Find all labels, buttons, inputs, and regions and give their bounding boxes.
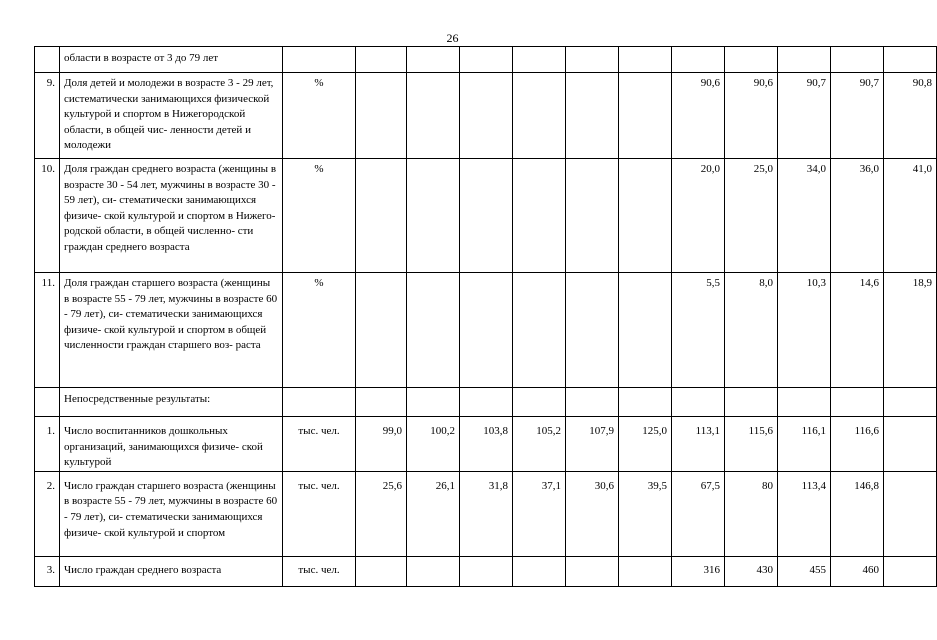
value-cell <box>356 556 407 586</box>
indicator-name: Доля граждан старшего возраста (женщины в возрасте 55 - 79 лет, мужчины в возрасте 60 - 79 лет), си- стематически занимающихся физиче- ской культурой и спортом в общей численности граждан старшего воз- раста <box>60 273 283 388</box>
value-cell <box>513 556 566 586</box>
value-cell: 113,1 <box>672 417 725 472</box>
value-cell <box>619 159 672 273</box>
row-number <box>35 388 60 417</box>
value-cell: 36,0 <box>831 159 884 273</box>
value-cell <box>619 273 672 388</box>
value-cell: 34,0 <box>778 159 831 273</box>
value-cell: 39,5 <box>619 471 672 556</box>
unit-cell: тыс. чел. <box>283 471 356 556</box>
value-cell: 430 <box>725 556 778 586</box>
page-number: 26 <box>446 31 459 45</box>
value-cell <box>778 388 831 417</box>
indicator-name: Число граждан старшего возраста (женщины в возрасте 55 - 79 лет, мужчины в возрасте 60 - 79 лет), си- стематически занимающихся физиче- ской культурой и спортом <box>60 471 283 556</box>
table-row <box>35 47 937 73</box>
value-cell <box>672 47 725 73</box>
value-cell: 10,3 <box>778 273 831 388</box>
unit-cell: тыс. чел. <box>283 417 356 472</box>
row-number: 11. <box>35 273 60 388</box>
value-cell: 125,0 <box>619 417 672 472</box>
row-number: 3. <box>35 556 60 586</box>
value-cell: 455 <box>778 556 831 586</box>
table-row <box>35 273 937 388</box>
value-cell <box>778 47 831 73</box>
value-cell: 8,0 <box>725 273 778 388</box>
indicator-name: Доля граждан среднего возраста (женщины в возрасте 30 - 54 лет, мужчины в возрасте 30 - 59 лет), си- стематически занимающихся физиче- ской культурой и спортом в Нижего- родской области, в общей численно- сти граждан среднего возраста <box>60 159 283 273</box>
value-cell: 90,8 <box>884 73 937 159</box>
row-number: 1. <box>35 417 60 472</box>
value-cell <box>725 388 778 417</box>
value-cell <box>725 47 778 73</box>
indicator-name: области в возрасте от 3 до 79 лет <box>60 47 283 73</box>
value-cell <box>884 417 937 472</box>
value-cell: 113,4 <box>778 471 831 556</box>
table-row <box>35 159 937 273</box>
value-cell <box>566 556 619 586</box>
value-cell <box>831 47 884 73</box>
value-cell: 316 <box>672 556 725 586</box>
value-cell: 18,9 <box>884 273 937 388</box>
row-number: 2. <box>35 471 60 556</box>
value-cell: 105,2 <box>513 417 566 472</box>
value-cell: 67,5 <box>672 471 725 556</box>
value-cell: 90,7 <box>778 73 831 159</box>
value-cell: 90,6 <box>672 73 725 159</box>
value-cell <box>407 556 460 586</box>
value-cell: 80 <box>725 471 778 556</box>
value-cell <box>460 159 513 273</box>
unit-cell: % <box>283 159 356 273</box>
table-row <box>35 556 937 586</box>
value-cell: 37,1 <box>513 471 566 556</box>
value-cell: 100,2 <box>407 417 460 472</box>
row-number <box>35 47 60 73</box>
value-cell: 20,0 <box>672 159 725 273</box>
value-cell <box>356 388 407 417</box>
value-cell: 90,7 <box>831 73 884 159</box>
value-cell: 5,5 <box>672 273 725 388</box>
unit-cell: % <box>283 273 356 388</box>
value-cell <box>566 388 619 417</box>
value-cell <box>460 47 513 73</box>
value-cell <box>566 47 619 73</box>
row-number: 10. <box>35 159 60 273</box>
value-cell: 115,6 <box>725 417 778 472</box>
value-cell: 99,0 <box>356 417 407 472</box>
value-cell <box>619 556 672 586</box>
value-cell: 103,8 <box>460 417 513 472</box>
value-cell <box>566 73 619 159</box>
value-cell: 107,9 <box>566 417 619 472</box>
value-cell <box>619 73 672 159</box>
indicator-name: Непосредственные результаты: <box>60 388 283 417</box>
value-cell <box>884 471 937 556</box>
value-cell: 14,6 <box>831 273 884 388</box>
value-cell <box>619 47 672 73</box>
value-cell <box>407 388 460 417</box>
value-cell: 460 <box>831 556 884 586</box>
row-number: 9. <box>35 73 60 159</box>
value-cell <box>356 273 407 388</box>
value-cell: 90,6 <box>725 73 778 159</box>
value-cell <box>407 159 460 273</box>
value-cell <box>356 47 407 73</box>
value-cell <box>460 73 513 159</box>
value-cell <box>460 388 513 417</box>
unit-cell: тыс. чел. <box>283 556 356 586</box>
table-row <box>35 73 937 159</box>
value-cell <box>884 388 937 417</box>
value-cell <box>619 388 672 417</box>
value-cell: 30,6 <box>566 471 619 556</box>
unit-cell: % <box>283 73 356 159</box>
value-cell <box>513 73 566 159</box>
value-cell: 41,0 <box>884 159 937 273</box>
value-cell <box>356 159 407 273</box>
value-cell <box>672 388 725 417</box>
value-cell <box>513 273 566 388</box>
value-cell: 116,6 <box>831 417 884 472</box>
value-cell <box>513 47 566 73</box>
indicator-name: Число граждан среднего возраста <box>60 556 283 586</box>
value-cell: 116,1 <box>778 417 831 472</box>
unit-cell <box>283 47 356 73</box>
table-row <box>35 471 937 556</box>
value-cell: 25,6 <box>356 471 407 556</box>
value-cell <box>884 556 937 586</box>
indicator-name: Число воспитанников дошкольных организаций, занимающихся физиче- ской культурой <box>60 417 283 472</box>
indicator-name: Доля детей и молодежи в возрасте 3 - 29 лет, систематически занимающихся физической культурой и спортом в Нижегородской области, в общей чис- ленности детей и молодежи <box>60 73 283 159</box>
value-cell <box>831 388 884 417</box>
value-cell <box>407 47 460 73</box>
value-cell: 25,0 <box>725 159 778 273</box>
value-cell: 26,1 <box>407 471 460 556</box>
value-cell: 31,8 <box>460 471 513 556</box>
value-cell <box>460 556 513 586</box>
table-row <box>35 388 937 417</box>
value-cell <box>407 73 460 159</box>
value-cell <box>884 47 937 73</box>
unit-cell <box>283 388 356 417</box>
value-cell <box>407 273 460 388</box>
value-cell <box>460 273 513 388</box>
value-cell <box>513 388 566 417</box>
value-cell <box>356 73 407 159</box>
value-cell <box>566 159 619 273</box>
value-cell <box>566 273 619 388</box>
indicators-table <box>34 46 937 587</box>
value-cell: 146,8 <box>831 471 884 556</box>
value-cell <box>513 159 566 273</box>
table-row <box>35 417 937 472</box>
